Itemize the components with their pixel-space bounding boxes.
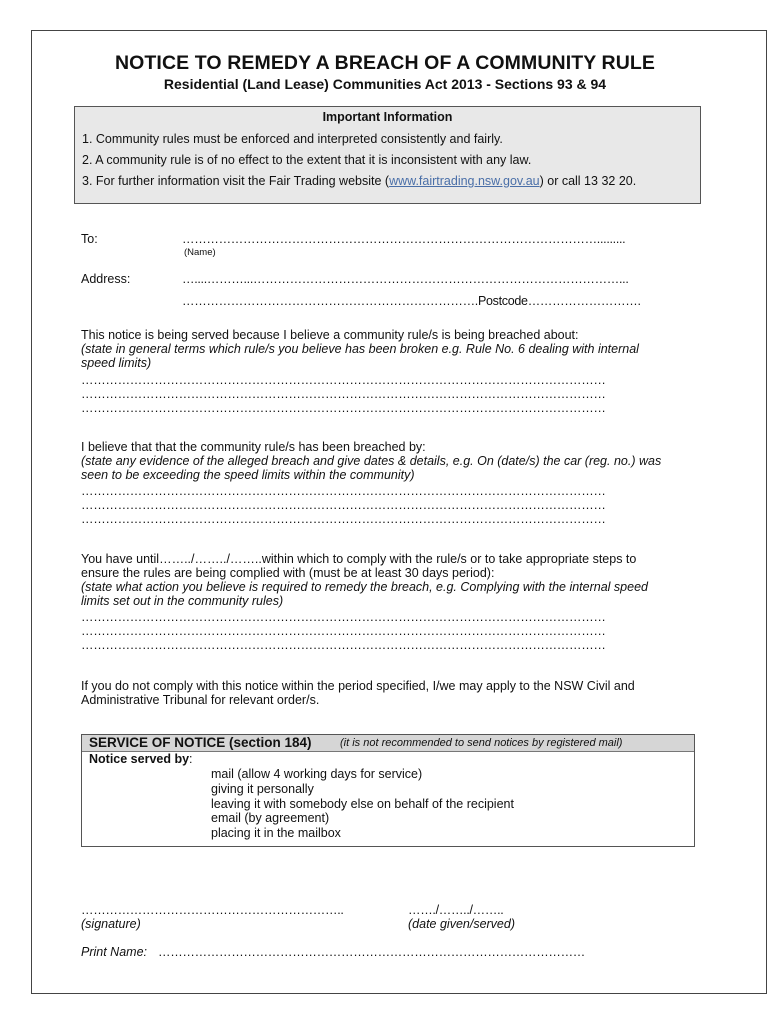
rule-breached-line-3[interactable]: …………………………………………………………………………………………………………………: [81, 401, 606, 415]
service-header-bar: [82, 735, 694, 752]
remedy-line-2[interactable]: …………………………………………………………………………………………………………………: [81, 624, 606, 638]
comply-until-line-1[interactable]: You have until……../……../……..within which to comply with the rule/s or to take appropriate steps to: [81, 552, 637, 566]
important-information-box: [74, 106, 701, 204]
info-line-3: [82, 174, 636, 188]
info-line-2: 2. A community rule is of no effect to the extent that it is inconsistent with any law.: [82, 153, 532, 167]
tribunal-line-2: Administrative Tribunal for relevant order/s.: [81, 693, 320, 707]
form-subtitle: Residential (Land Lease) Communities Act 2013 - Sections 93 & 94: [163, 76, 607, 92]
date-served-field[interactable]: ……./……../……..: [408, 903, 504, 917]
remedy-line-1[interactable]: …………………………………………………………………………………………………………………: [81, 610, 606, 624]
print-name-label: Print Name:: [81, 945, 147, 959]
service-option-mail[interactable]: mail (allow 4 working days for service): [211, 767, 423, 781]
name-hint: (Name): [184, 247, 216, 258]
address-line-1-field[interactable]: …....………...………………………………………………………………………………...: [182, 272, 629, 286]
breach-evidence-line-3[interactable]: …………………………………………………………………………………………………………………: [81, 512, 606, 526]
service-of-notice-box: [81, 734, 695, 847]
address-line-2-postcode-field[interactable]: ……………………………………………………………….Postcode……………………….: [182, 294, 641, 308]
remedy-hint-1: (state what action you believe is required to remedy the breach, e.g. Complying with the internal speed: [81, 580, 648, 594]
rule-breached-hint-2: speed limits): [81, 356, 152, 370]
rule-breached-question: This notice is being served because I believe a community rule/s is being breached about:: [81, 328, 579, 342]
rule-breached-line-2[interactable]: …………………………………………………………………………………………………………………: [81, 387, 606, 401]
comply-until-line-2: ensure the rules are being complied with (must be at least 30 days period):: [81, 566, 495, 580]
rule-breached-hint-1: (state in general terms which rule/s you believe has been broken e.g. Rule No. 6 dealing with internal: [81, 342, 639, 356]
service-option-personally[interactable]: giving it personally: [211, 782, 314, 796]
breach-evidence-line-2[interactable]: …………………………………………………………………………………………………………………: [81, 498, 606, 512]
remedy-line-3[interactable]: …………………………………………………………………………………………………………………: [81, 638, 606, 652]
breach-evidence-hint-2: seen to be exceeding the speed limits within the community): [81, 468, 415, 482]
info-line-1: 1. Community rules must be enforced and interpreted consistently and fairly.: [82, 132, 503, 146]
remedy-hint-2: limits set out in the community rules): [81, 594, 284, 608]
breach-evidence-question: I believe that that the community rule/s has been breached by:: [81, 440, 426, 454]
service-heading: SERVICE OF NOTICE (section 184): [89, 735, 312, 750]
rule-breached-line-1[interactable]: …………………………………………………………………………………………………………………: [81, 373, 606, 387]
service-option-somebody-else[interactable]: leaving it with somebody else on behalf of the recipient: [211, 797, 514, 811]
address-label: Address:: [81, 272, 131, 286]
service-option-email[interactable]: email (by agreement): [211, 811, 330, 825]
info-line-3-suffix: ) or call 13 32 20.: [539, 174, 637, 188]
signature-field[interactable]: ………………………………………………………..: [81, 903, 344, 917]
service-option-mailbox[interactable]: placing it in the mailbox: [211, 826, 341, 840]
to-name-field[interactable]: ………………………………………………………………………………………….........: [182, 232, 626, 246]
print-name-field[interactable]: ……………………………………………………………………………………………: [158, 945, 586, 959]
served-by-colon: :: [189, 752, 193, 766]
tribunal-line-1: If you do not comply with this notice within the period specified, I/we may apply to the NSW Civil and: [81, 679, 635, 693]
service-note: (it is not recommended to send notices by registered mail): [340, 737, 623, 749]
info-heading: Important Information: [322, 110, 453, 124]
info-line-3-prefix: 3. For further information visit the Fair Trading website (: [82, 174, 390, 188]
form-title: NOTICE TO REMEDY A BREACH OF A COMMUNITY RULE: [114, 52, 656, 74]
breach-evidence-line-1[interactable]: …………………………………………………………………………………………………………………: [81, 484, 606, 498]
breach-evidence-hint-1: (state any evidence of the alleged breach and give dates & details, e.g. On (date/s) the car (reg. no.) was: [81, 454, 662, 468]
signature-label: (signature): [81, 917, 141, 931]
date-served-label: (date given/served): [408, 917, 516, 931]
to-label: To:: [81, 232, 98, 246]
fair-trading-link[interactable]: www.fairtrading.nsw.gov.au: [389, 174, 540, 188]
served-by-text: Notice served by: [89, 752, 190, 766]
served-by-label: [89, 752, 193, 766]
